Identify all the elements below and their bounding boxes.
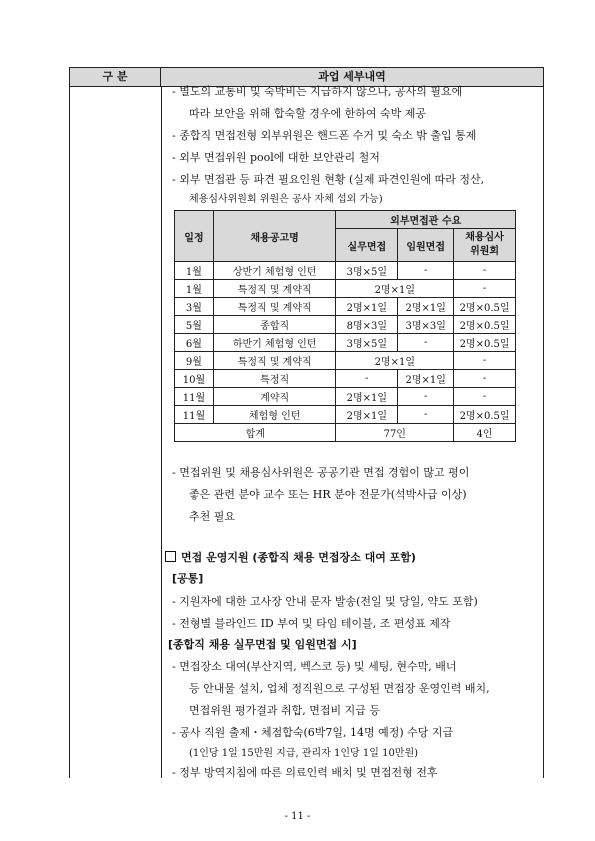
section-title: 면접 운영지원 (종합직 채용 면접장소 대여 포함) [165,551,416,565]
bullet-line: 면접위원 평가결과 취합, 면접비 지급 등 [189,704,380,717]
bullet-line: - 별도의 교통비 및 숙박비는 지급하지 않으나, 공사의 필요에 [172,85,463,98]
table-row [175,262,516,280]
cell-notice: 체험형 인턴 [213,406,336,424]
col-schedule: 일정 [175,211,214,262]
cell-practical: 2명×1일 [336,298,398,316]
cell-notice: 특정직 [213,370,336,388]
bullet-line: - 공사 직원 출제・체점합숙(6박7일, 14명 예정) 수당 지급 [172,726,454,739]
cell-review: - [454,370,516,388]
table-row [175,406,516,424]
bullet-line: 따라 보안을 위해 합숙할 경우에 한하여 숙박 제공 [189,107,426,120]
table-row [175,316,516,334]
cell-exec: - [398,406,454,424]
table-row [175,334,516,352]
bullet-line: - 외부 면접관 등 파견 필요인원 현황 (실제 파견인원에 따라 정산, [172,173,485,186]
bullet-line: - 외부 면접위원 pool에 대한 보안관리 철저 [172,151,380,164]
cell-merged: 2명×1일 [336,352,454,370]
bullet-line: - 정부 방역지침에 따른 의료인력 배치 및 면접전형 전후 [172,766,438,779]
cell-total-label: 합계 [175,424,336,442]
bullet-line: - 면접위원 및 채용심사위원은 공공기관 면접 경험이 많고 평이 [172,466,470,479]
bullet-line: - 종합직 면접전형 외부위원은 핸드폰 수거 및 숙소 밖 출입 통제 [172,129,477,142]
cell-total-external: 77인 [336,424,454,442]
col-review: 채용심사 위원회 [454,229,516,262]
bullet-line: - 면접장소 대여(부산지역, 벡스코 등) 및 세팅, 현수막, 배너 [172,660,457,673]
col-external-group: 외부면접관 수요 [336,211,516,229]
cell-review: - [454,352,516,370]
cell-notice: 특정직 및 계약직 [213,280,336,298]
cell-merged: 2명×1일 [336,280,454,298]
cell-month: 11월 [175,406,214,424]
cell-review: 2명×0.5일 [454,334,516,352]
column-divider [161,87,162,778]
cell-month: 5월 [175,316,214,334]
cell-review: 2명×0.5일 [454,298,516,316]
table-row [175,280,516,298]
cell-practical: 3명×5일 [336,262,398,280]
cell-practical: - [336,370,398,388]
bullet-line: (1인당 1일 15만원 지급, 관리자 1인당 1일 10만원) [189,748,419,759]
cell-month: 1월 [175,280,214,298]
cell-month: 3월 [175,298,214,316]
cell-notice: 계약직 [213,388,336,406]
page-number: - 11 - [284,811,311,822]
subheading-general: [종합직 채용 실무면접 및 임원면접 시] [168,638,357,651]
bullet-line: - 전형별 블라인드 ID 부여 및 타임 테이블, 조 편성표 제작 [172,617,451,630]
header-category: 구 분 [70,68,161,86]
table-row [175,298,516,316]
cell-month: 10월 [175,370,214,388]
cell-month: 1월 [175,262,214,280]
bullet-line: 등 안내물 설치, 업체 정직원으로 구성된 면접장 운영인력 배치, [189,682,490,695]
cell-total-review: 4인 [454,424,516,442]
bullet-line: 체용심사위원회 위원은 공사 자체 섭외 가능) [189,194,383,205]
bullet-line: 좋은 관련 분야 교수 또는 HR 분야 전문가(석박사급 이상) [189,488,467,501]
bullet-line: 추천 필요 [189,510,236,523]
cell-notice: 특정직 및 계약직 [213,352,336,370]
table-row [175,370,516,388]
cell-exec: - [398,388,454,406]
bullet-line: - 지원자에 대한 고사장 안내 문자 발송(전일 및 당일, 약도 포함) [172,595,478,608]
col-practical: 실무면접 [336,229,398,262]
cell-practical: 2명×1일 [336,388,398,406]
table-total-row [175,424,516,442]
header-details: 과업 세부내역 [318,70,386,83]
cell-notice: 종합직 [213,316,336,334]
table-row [175,352,516,370]
cell-month: 9월 [175,352,214,370]
cell-practical: 3명×5일 [336,334,398,352]
subheading-common: [공통] [172,572,204,585]
cell-month: 6월 [175,334,214,352]
cell-review: - [454,262,516,280]
checkbox-square-icon [165,551,176,562]
cell-notice: 상반기 체험형 인턴 [213,262,336,280]
table-row [175,388,516,406]
cell-exec: 3명×3일 [398,316,454,334]
cell-exec: - [398,334,454,352]
cell-notice: 특정직 및 계약직 [213,298,336,316]
cell-exec: 2명×1일 [398,370,454,388]
cell-practical: 8명×3일 [336,316,398,334]
cell-review: 2명×0.5일 [454,406,516,424]
cell-month: 11월 [175,388,214,406]
cell-review: 2명×0.5일 [454,316,516,334]
cell-practical: 2명×1일 [336,406,398,424]
col-notice: 채용공고명 [213,211,336,262]
cell-exec: - [398,262,454,280]
cell-notice: 하반기 체험형 인턴 [213,334,336,352]
cell-review: - [454,280,516,298]
cell-review: - [454,388,516,406]
cell-exec: 2명×1일 [398,298,454,316]
col-exec: 임원면접 [398,229,454,262]
external-interviewer-table [174,210,516,442]
